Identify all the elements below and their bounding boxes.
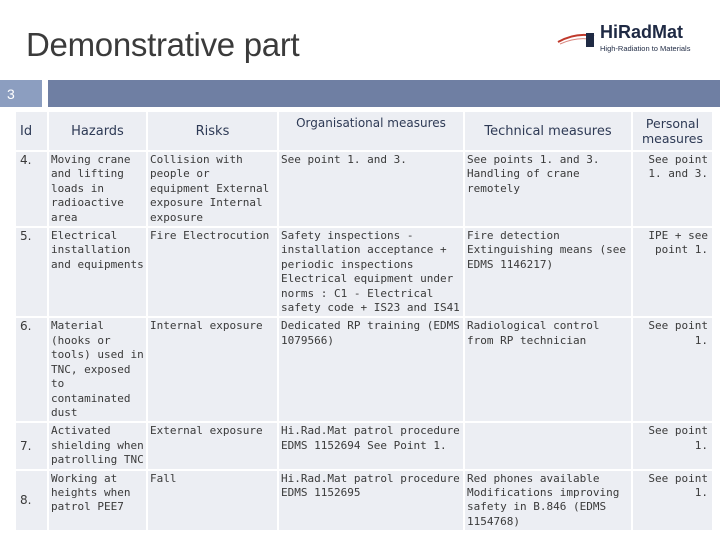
header-risks: Risks [148,112,277,150]
cell-personal: IPE + see point 1. [633,228,712,316]
cell-technical [465,423,631,468]
header-hazards: Hazards [49,112,146,150]
logo-name: HiRadMat [600,22,684,42]
cell-technical: Fire detection Extinguishing means (see EDMS 1146217) [465,228,631,316]
cell-hazards: Activated shielding when patrolling TNC [49,423,146,468]
cell-risks: Fire Electrocution [148,228,277,316]
header-id: Id [16,112,47,150]
cell-organisational: Dedicated RP training (EDMS 1079566) [279,318,463,421]
title-bar [48,80,720,107]
cell-id: 5. [16,228,47,316]
slide-title: Demonstrative part [26,26,300,63]
cell-personal: See point 1. [633,423,712,468]
cell-hazards: Moving crane and lifting loads in radioactive area [49,152,146,226]
table-row [16,152,712,226]
table-row [16,471,712,531]
cell-personal: See point 1. [633,318,712,421]
cell-risks: External exposure [148,423,277,468]
cell-organisational: See point 1. and 3. [279,152,463,226]
cell-hazards: Material (hooks or tools) used in TNC, exposed to contaminated dust [49,318,146,421]
cell-id: 7. [16,423,47,468]
table-row [16,423,712,468]
table-header-row [16,112,712,150]
table-row [16,228,712,316]
cell-id: 4. [16,152,47,226]
cell-personal: See point 1. [633,471,712,531]
hazards-table [14,110,714,532]
cell-risks: Internal exposure [148,318,277,421]
header-personal: Personal measures [633,112,712,150]
cell-id: 6. [16,318,47,421]
cell-technical: See points 1. and 3. Handling of crane remotely [465,152,631,226]
cell-organisational: Hi.Rad.Mat patrol procedure EDMS 1152694 See Point 1. [279,423,463,468]
cell-technical: Radiological control from RP technician [465,318,631,421]
cell-technical: Red phones available Modifications improving safety in B.846 (EDMS 1154768) [465,471,631,531]
cell-risks: Fall [148,471,277,531]
hiradmat-logo [556,22,706,58]
logo-swoosh-icon [556,30,596,50]
slide-number: 3 [0,80,42,107]
cell-hazards: Electrical installation and equipments [49,228,146,316]
cell-id: 8. [16,471,47,531]
header-organisational: Organisational measures [279,112,463,150]
cell-risks: Collision with people or equipment External exposure Internal exposure [148,152,277,226]
table-row [16,318,712,421]
cell-organisational: Safety inspections - installation acceptance + periodic inspections Electrical equipment under norms : C1 - Electrical safety code + IS23 and IS41 [279,228,463,316]
cell-personal: See point 1. and 3. [633,152,712,226]
cell-organisational: Hi.Rad.Mat patrol procedure EDMS 1152695 [279,471,463,531]
cell-hazards: Working at heights when patrol PEE7 [49,471,146,531]
header-technical: Technical measures [465,112,631,150]
logo-tagline: High-Radiation to Materials [600,44,691,53]
